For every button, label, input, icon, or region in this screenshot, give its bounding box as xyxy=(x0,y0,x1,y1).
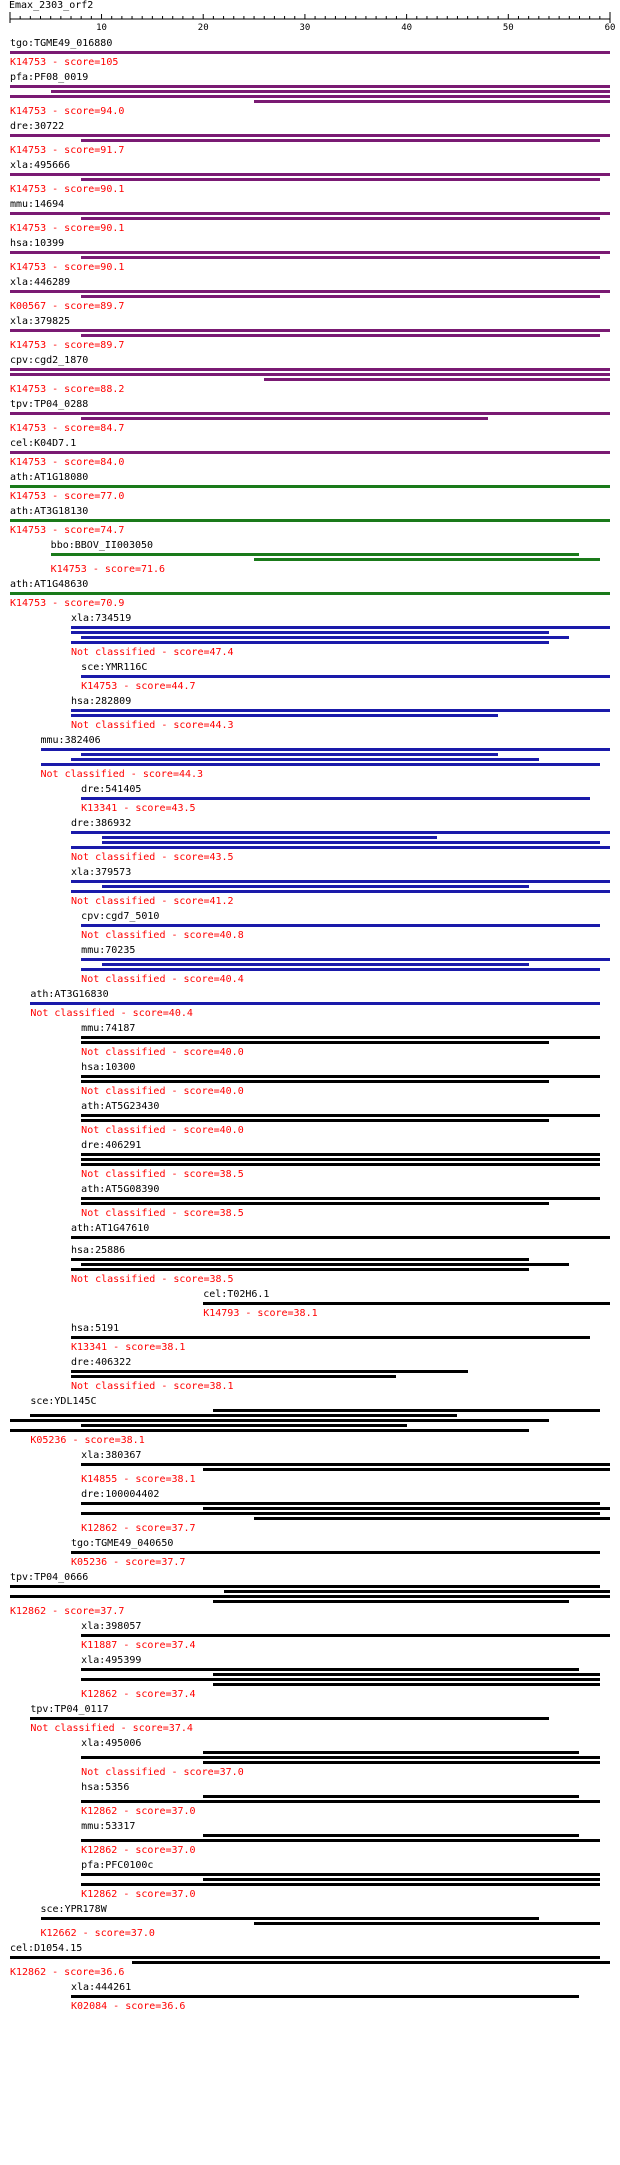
hit-score: K14855 - score=38.1 xyxy=(81,1474,196,1485)
hit-score: K14753 - score=105 xyxy=(10,57,119,68)
hit-bar xyxy=(203,1761,600,1764)
hit-score: K14753 - score=90.1 xyxy=(10,262,125,273)
hit-label[interactable]: mmu:74187 xyxy=(81,1023,136,1034)
hit-bar xyxy=(10,251,610,254)
ruler-tick-label: 40 xyxy=(401,23,413,30)
hit-bar xyxy=(203,1878,600,1881)
hit-bar xyxy=(10,373,610,376)
hit-score: Not classified - score=37.0 xyxy=(81,1767,244,1778)
hit-bar xyxy=(81,334,600,337)
hit-score: Not classified - score=38.5 xyxy=(81,1208,244,1219)
hit-bar xyxy=(51,90,610,93)
hit-bar xyxy=(10,329,610,332)
hit-label[interactable]: mmu:70235 xyxy=(81,945,136,956)
hit-bar xyxy=(10,1595,610,1598)
hit-score: K14753 - score=89.7 xyxy=(10,340,125,351)
hit-score: K14753 - score=70.9 xyxy=(10,598,125,609)
hit-bar xyxy=(81,417,488,420)
hit-bar xyxy=(213,1409,599,1412)
hit-bar xyxy=(254,558,600,561)
hit-label[interactable]: pfa:PFC0100c xyxy=(81,1860,154,1871)
hit-label[interactable]: dre:406322 xyxy=(71,1357,132,1368)
hit-score: K14753 - score=90.1 xyxy=(10,223,125,234)
hit-score: K14753 - score=88.2 xyxy=(10,384,125,395)
hit-score: K05236 - score=37.7 xyxy=(71,1557,186,1568)
hit-bar xyxy=(51,553,580,556)
hit-bar xyxy=(264,378,610,381)
hit-bar xyxy=(10,519,610,522)
hit-bar xyxy=(254,1922,600,1925)
hit-bar xyxy=(81,256,600,259)
hit-bar xyxy=(81,1512,600,1515)
hit-label[interactable]: tgo:TGME49_016880 xyxy=(10,38,113,49)
hit-bar xyxy=(71,631,549,634)
hit-score: K12862 - score=36.6 xyxy=(10,1967,125,1978)
hit-score: Not classified - score=40.4 xyxy=(30,1008,193,1019)
hit-bar xyxy=(10,451,610,454)
hit-label[interactable]: ath:AT1G48630 xyxy=(10,579,89,590)
hit-bar xyxy=(81,1263,569,1266)
hit-score: K02084 - score=36.6 xyxy=(71,2001,186,2012)
hit-score: Not classified - score=47.4 xyxy=(71,647,234,658)
hit-bar xyxy=(81,1883,600,1886)
hit-bar xyxy=(10,51,610,54)
hit-bar xyxy=(102,963,529,966)
hit-label[interactable]: dre:30722 xyxy=(10,121,65,132)
hit-label[interactable]: xla:379573 xyxy=(71,867,132,878)
hit-label[interactable]: sce:YDL145C xyxy=(30,1396,97,1407)
hit-label[interactable]: ath:AT3G18130 xyxy=(10,506,89,517)
hit-bar xyxy=(71,714,498,717)
hit-bar xyxy=(213,1673,599,1676)
hit-label[interactable]: ath:AT5G23430 xyxy=(81,1101,160,1112)
hit-bar xyxy=(254,1517,610,1520)
hit-bar xyxy=(71,1258,529,1261)
hit-bar xyxy=(71,1551,600,1554)
hit-score: K12862 - score=37.7 xyxy=(10,1606,125,1617)
hit-score: Not classified - score=44.3 xyxy=(40,769,204,780)
hit-bar xyxy=(71,626,610,629)
hit-bar xyxy=(71,1370,468,1373)
hit-label[interactable]: ath:AT5G08390 xyxy=(81,1184,160,1195)
hit-label[interactable]: cpv:cgd2_1870 xyxy=(10,355,89,366)
hit-bar xyxy=(71,1236,610,1239)
hit-bar xyxy=(71,880,610,883)
hit-bar xyxy=(81,1800,600,1803)
hit-label[interactable]: xla:495399 xyxy=(81,1655,142,1666)
hit-bar xyxy=(71,1268,529,1271)
hit-score: K11887 - score=37.4 xyxy=(81,1640,196,1651)
hit-score: Not classified - score=37.4 xyxy=(30,1723,193,1734)
hit-bar xyxy=(71,1375,396,1378)
hit-label[interactable]: tgo:TGME49_040650 xyxy=(71,1538,174,1549)
hit-score: K14753 - score=71.6 xyxy=(50,564,166,575)
hit-label[interactable]: xla:734519 xyxy=(71,613,132,624)
hit-bar xyxy=(10,412,610,415)
hit-bar xyxy=(41,748,610,751)
hit-bar xyxy=(81,139,600,142)
hit-bar xyxy=(81,217,600,220)
hit-bar xyxy=(81,1080,549,1083)
hit-label[interactable]: ath:AT3G16830 xyxy=(30,989,109,1000)
hit-bar xyxy=(71,641,549,644)
hit-score: K12862 - score=37.7 xyxy=(81,1523,196,1534)
hit-bar xyxy=(41,1917,539,1920)
hit-bar xyxy=(81,924,600,927)
hit-label[interactable]: hsa:5191 xyxy=(71,1323,120,1334)
hit-bar xyxy=(30,1002,599,1005)
hit-label[interactable]: hsa:25886 xyxy=(71,1245,126,1256)
hit-bar xyxy=(203,1751,579,1754)
hit-score: Not classified - score=40.0 xyxy=(81,1125,244,1136)
hit-bar xyxy=(81,1197,600,1200)
hit-bar xyxy=(81,753,498,756)
hit-bar xyxy=(81,675,610,678)
hit-bar xyxy=(203,1795,579,1798)
hit-label[interactable]: hsa:10300 xyxy=(81,1062,136,1073)
hit-score: K05236 - score=38.1 xyxy=(30,1435,145,1446)
hit-bar xyxy=(30,1717,549,1720)
hit-score: Not classified - score=38.5 xyxy=(71,1274,234,1285)
hit-score: K00567 - score=89.7 xyxy=(10,301,125,312)
hit-label[interactable]: hsa:282809 xyxy=(71,696,132,707)
hit-label[interactable]: mmu:382406 xyxy=(40,735,101,746)
hit-score: Not classified - score=43.5 xyxy=(71,852,234,863)
hit-bar xyxy=(81,1114,600,1117)
hit-score: K14753 - score=74.7 xyxy=(10,525,125,536)
hit-score: K13341 - score=38.1 xyxy=(71,1342,186,1353)
hit-label[interactable]: pfa:PF08_0019 xyxy=(10,72,89,83)
hit-label[interactable]: xla:444261 xyxy=(71,1982,132,1993)
hit-score: K12862 - score=37.4 xyxy=(81,1689,196,1700)
hit-bar xyxy=(81,1873,600,1876)
hit-label[interactable]: xla:495006 xyxy=(81,1738,142,1749)
hit-label[interactable]: ath:AT1G47610 xyxy=(71,1223,150,1234)
hit-bar xyxy=(81,1041,549,1044)
hit-score: K13341 - score=43.5 xyxy=(81,803,196,814)
hit-label[interactable]: tpv:TP04_0117 xyxy=(30,1704,109,1715)
hit-bar xyxy=(81,1756,600,1759)
hit-bar xyxy=(10,368,610,371)
ruler-tick-label: 60 xyxy=(604,23,616,30)
hit-label[interactable]: dre:406291 xyxy=(81,1140,142,1151)
hit-bar xyxy=(203,1507,610,1510)
hit-label[interactable]: mmu:14694 xyxy=(10,199,65,210)
hit-bar xyxy=(81,958,610,961)
hit-label[interactable]: dre:100004402 xyxy=(81,1489,160,1500)
hit-bar xyxy=(81,1158,600,1161)
hit-bar xyxy=(102,885,529,888)
hit-label[interactable]: xla:398057 xyxy=(81,1621,142,1632)
hit-bar xyxy=(10,212,610,215)
hit-bar xyxy=(10,173,610,176)
hit-label[interactable]: hsa:5356 xyxy=(81,1782,130,1793)
hit-bar xyxy=(224,1590,610,1593)
hit-bar xyxy=(10,134,610,137)
hit-bar xyxy=(203,1468,610,1471)
hit-bar xyxy=(81,1678,600,1681)
hit-score: Not classified - score=38.5 xyxy=(81,1169,244,1180)
page-title: Emax_2303_orf2 xyxy=(9,0,94,11)
hit-bar xyxy=(254,100,610,103)
hit-score: K14753 - score=91.7 xyxy=(10,145,125,156)
hit-bar xyxy=(81,1202,549,1205)
hit-bar xyxy=(10,1429,529,1432)
hit-bar xyxy=(102,841,600,844)
hit-bar xyxy=(10,1419,549,1422)
hit-bar xyxy=(41,763,600,766)
hit-bar xyxy=(10,290,610,293)
hit-bar xyxy=(81,1075,600,1078)
hit-label[interactable]: bbo:BBOV_II003050 xyxy=(50,540,154,551)
hit-score: K14753 - score=90.1 xyxy=(10,184,125,195)
hit-score: K14753 - score=44.7 xyxy=(81,681,196,692)
hit-bar xyxy=(203,1834,579,1837)
hit-label[interactable]: mmu:53317 xyxy=(81,1821,136,1832)
ruler-tick-label: 20 xyxy=(197,23,209,30)
hit-bar xyxy=(81,178,600,181)
hit-bar xyxy=(10,85,610,88)
ruler-tick-label: 10 xyxy=(96,23,107,30)
hit-score: K14753 - score=84.0 xyxy=(10,457,125,468)
hit-label[interactable]: cpv:cgd7_5010 xyxy=(81,911,160,922)
hit-label[interactable]: tpv:TP04_0288 xyxy=(10,399,89,410)
hit-bar xyxy=(81,1502,600,1505)
hit-bar xyxy=(81,295,600,298)
hit-bar xyxy=(30,1414,457,1417)
hit-bar xyxy=(71,709,610,712)
hit-score: K12862 - score=37.0 xyxy=(81,1806,196,1817)
hit-label[interactable]: sce:YMR116C xyxy=(81,662,148,673)
hit-score: K14793 - score=38.1 xyxy=(203,1308,318,1319)
hit-score: Not classified - score=44.3 xyxy=(71,720,234,731)
hit-bar xyxy=(81,1668,579,1671)
hit-label[interactable]: cel:T02H6.1 xyxy=(203,1289,270,1300)
position-ruler xyxy=(0,0,620,30)
hit-bar xyxy=(81,1634,610,1637)
hit-bar xyxy=(81,968,600,971)
hit-score: K12862 - score=37.0 xyxy=(81,1889,196,1900)
hit-bar xyxy=(203,1302,610,1305)
hit-bar xyxy=(81,1839,600,1842)
hit-label[interactable]: dre:541405 xyxy=(81,784,142,795)
hit-bar xyxy=(132,1961,610,1964)
hit-score: Not classified - score=40.4 xyxy=(81,974,244,985)
hit-bar xyxy=(81,1463,610,1466)
hit-label[interactable]: dre:386932 xyxy=(71,818,132,829)
ruler-tick-label: 30 xyxy=(299,23,311,30)
hit-bar xyxy=(71,831,610,834)
hit-label[interactable]: ath:AT1G18080 xyxy=(10,472,89,483)
hit-bar xyxy=(71,1995,579,1998)
hit-bar xyxy=(10,485,610,488)
hit-label[interactable]: cel:D1054.15 xyxy=(10,1943,83,1954)
hit-bar xyxy=(10,1585,600,1588)
hit-bar xyxy=(213,1600,569,1603)
hit-bar xyxy=(10,592,610,595)
hit-bar xyxy=(81,1153,600,1156)
hit-label[interactable]: sce:YPR178W xyxy=(40,1904,107,1915)
ruler-tick-label: 50 xyxy=(502,23,514,30)
hit-label[interactable]: hsa:10399 xyxy=(10,238,65,249)
hit-score: K12862 - score=37.0 xyxy=(81,1845,196,1856)
hit-label[interactable]: xla:380367 xyxy=(81,1450,142,1461)
hit-bar xyxy=(81,1424,406,1427)
hit-score: Not classified - score=40.0 xyxy=(81,1086,244,1097)
hit-bar xyxy=(81,1119,549,1122)
hit-score: K14753 - score=94.0 xyxy=(10,106,125,117)
hit-label[interactable]: xla:379825 xyxy=(10,316,71,327)
hit-bar xyxy=(213,1683,599,1686)
hit-label[interactable]: tpv:TP04_0666 xyxy=(10,1572,89,1583)
hit-bar xyxy=(71,846,610,849)
hit-bar xyxy=(71,1336,590,1339)
hit-label[interactable]: xla:495666 xyxy=(10,160,71,171)
hit-bar xyxy=(81,1163,600,1166)
hit-label[interactable]: xla:446289 xyxy=(10,277,71,288)
hit-score: Not classified - score=40.0 xyxy=(81,1047,244,1058)
hit-score: Not classified - score=38.1 xyxy=(71,1381,234,1392)
hit-score: Not classified - score=40.8 xyxy=(81,930,244,941)
hit-bar xyxy=(10,95,610,98)
hit-score: K14753 - score=77.0 xyxy=(10,491,125,502)
hit-score: K14753 - score=84.7 xyxy=(10,423,125,434)
hit-bar xyxy=(71,890,610,893)
hit-bar xyxy=(81,1036,600,1039)
hit-bar xyxy=(81,797,589,800)
hit-label[interactable]: cel:K04D7.1 xyxy=(10,438,77,449)
hit-bar xyxy=(71,758,539,761)
hit-bar xyxy=(81,636,569,639)
hit-score: Not classified - score=41.2 xyxy=(71,896,234,907)
hit-bar xyxy=(102,836,438,839)
hit-score: K12662 - score=37.0 xyxy=(40,1928,155,1939)
hit-bar xyxy=(10,1956,600,1959)
